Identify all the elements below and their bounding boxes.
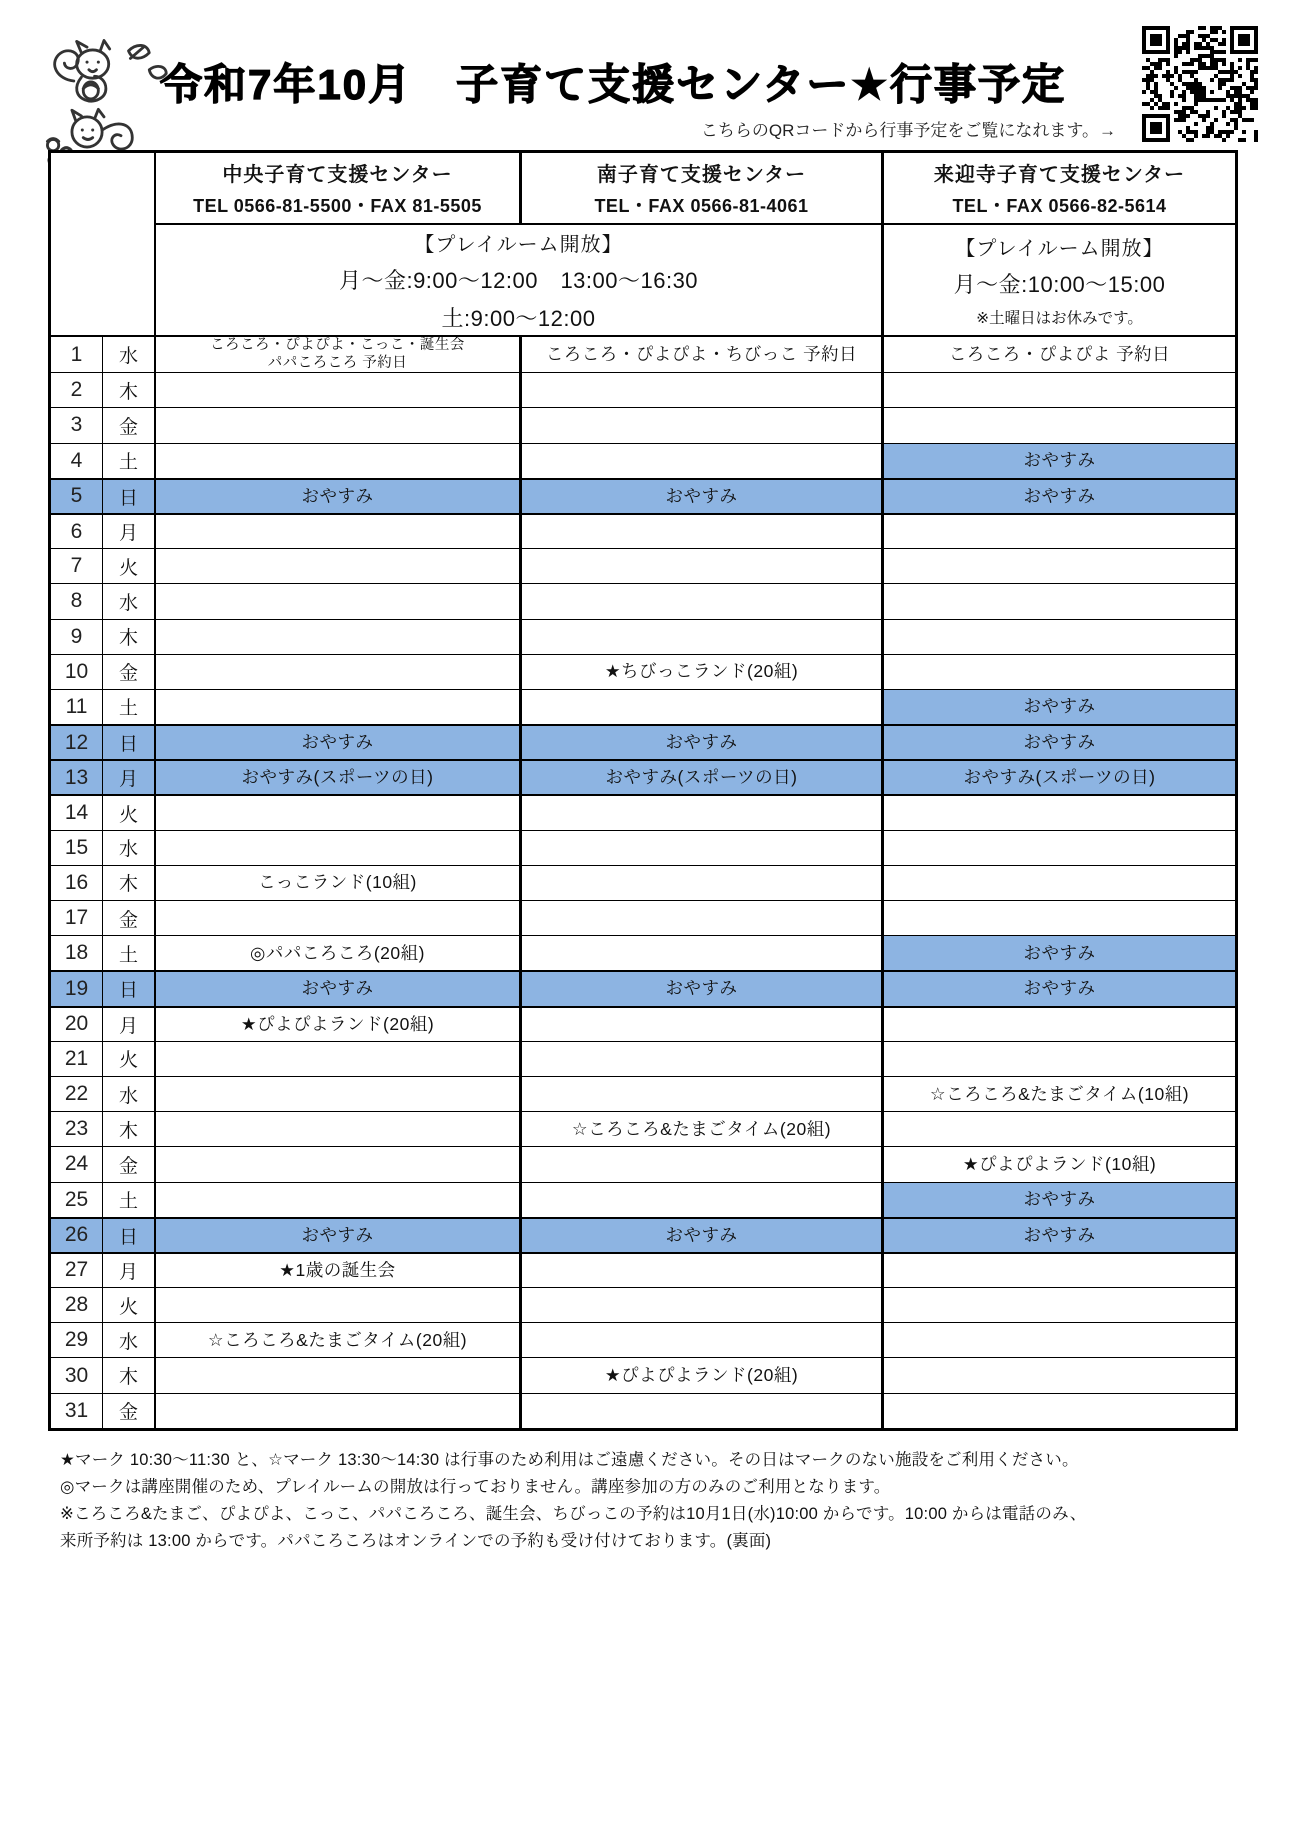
playroom-heading: 【プレイルーム開放】 <box>414 233 623 256</box>
calendar-row-9 <box>51 619 1235 654</box>
event-cell-south <box>522 408 884 442</box>
playroom-weekday-hours: 月〜金:9:00〜12:00 13:00〜16:30 <box>338 267 699 293</box>
day-of-week-cell: 月 <box>103 1008 156 1041</box>
event-text: おやすみ <box>1023 696 1096 717</box>
calendar-row-27 <box>51 1252 1235 1287</box>
day-number-cell: 23 <box>51 1112 103 1146</box>
event-cell-central <box>156 761 522 794</box>
event-cell-central <box>156 1008 522 1041</box>
day-of-week-cell: 月 <box>103 515 156 548</box>
event-cell-central <box>156 480 522 513</box>
day-number-cell: 29 <box>51 1323 103 1357</box>
event-cell-south <box>522 901 884 935</box>
event-cell-raikoji <box>884 1008 1235 1041</box>
playroom-hours-raikoji <box>884 225 1235 337</box>
event-cell-south <box>522 1008 884 1041</box>
event-text: ★ぴよぴよランド(10組) <box>962 1153 1157 1174</box>
day-of-week-cell: 木 <box>103 1358 156 1392</box>
center-tel: TEL 0566-81-5500・FAX 81-5505 <box>193 196 482 216</box>
day-number-cell: 16 <box>51 866 103 900</box>
day-of-week-cell: 火 <box>103 1288 156 1322</box>
event-cell-south <box>522 690 884 724</box>
event-text: おやすみ(スポーツの日) <box>241 767 434 788</box>
event-cell-raikoji <box>884 901 1235 935</box>
day-of-week-cell: 木 <box>103 1112 156 1146</box>
center-name: 南子育て支援センター <box>596 164 807 186</box>
event-cell-central <box>156 373 522 407</box>
calendar-row-11 <box>51 689 1235 724</box>
day-of-week-cell: 水 <box>103 1077 156 1111</box>
event-cell-south <box>522 515 884 548</box>
event-cell-raikoji <box>884 337 1235 372</box>
calendar-row-17 <box>51 900 1235 935</box>
calendar-row-3 <box>51 407 1235 442</box>
event-cell-south <box>522 831 884 865</box>
event-text: おやすみ <box>1023 485 1096 506</box>
event-text: おやすみ <box>1023 978 1096 999</box>
event-cell-south <box>522 1394 884 1428</box>
day-of-week-cell: 火 <box>103 1042 156 1076</box>
day-of-week-cell: 火 <box>103 796 156 829</box>
day-number-cell: 28 <box>51 1288 103 1322</box>
event-cell-central <box>156 1077 522 1111</box>
event-cell-central <box>156 620 522 654</box>
day-number-cell: 12 <box>51 726 103 759</box>
event-cell-central <box>156 584 522 618</box>
table-header <box>51 153 1235 337</box>
day-number-cell: 19 <box>51 972 103 1005</box>
event-cell-central <box>156 444 522 478</box>
event-cell-raikoji <box>884 1112 1235 1146</box>
event-cell-south <box>522 480 884 513</box>
calendar-row-18 <box>51 935 1235 970</box>
calendar-row-20 <box>51 1006 1235 1041</box>
event-text: おやすみ(スポーツの日) <box>963 767 1156 788</box>
qr-caption: こちらのQRコードから行事予定をご覧になれます。→ <box>700 121 1116 140</box>
event-cell-central <box>156 1183 522 1217</box>
event-cell-raikoji <box>884 584 1235 618</box>
event-cell-raikoji <box>884 480 1235 513</box>
event-cell-central <box>156 337 522 372</box>
schedule-table <box>48 150 1238 1431</box>
day-number-cell: 21 <box>51 1042 103 1076</box>
calendar-row-2 <box>51 372 1235 407</box>
day-number-cell: 1 <box>51 337 103 372</box>
event-cell-south <box>522 726 884 759</box>
event-cell-south <box>522 972 884 1005</box>
calendar-row-26 <box>51 1217 1235 1252</box>
day-of-week-cell: 土 <box>103 1183 156 1217</box>
day-number-cell: 18 <box>51 936 103 970</box>
calendar-row-8 <box>51 583 1235 618</box>
day-of-week-cell: 日 <box>103 972 156 1005</box>
event-text: おやすみ <box>301 978 374 999</box>
day-number-cell: 26 <box>51 1219 103 1252</box>
center-name: 中央子育て支援センター <box>222 164 453 186</box>
event-cell-central <box>156 936 522 970</box>
event-cell-south <box>522 1183 884 1217</box>
calendar-row-15 <box>51 830 1235 865</box>
day-number-cell: 30 <box>51 1358 103 1392</box>
playroom-saturday-note: ※土曜日はお休みです。 <box>976 310 1143 327</box>
event-cell-south <box>522 1077 884 1111</box>
event-text: おやすみ <box>665 485 738 506</box>
event-text: ★ちびっこランド(20組) <box>604 661 799 682</box>
event-text: ★ぴよぴよランド(20組) <box>604 1365 799 1386</box>
event-cell-raikoji <box>884 796 1235 829</box>
event-text: おやすみ <box>665 1224 738 1245</box>
center-header-central <box>156 153 522 225</box>
event-text: おやすみ <box>665 732 738 753</box>
event-cell-raikoji <box>884 1394 1235 1428</box>
event-cell-raikoji <box>884 408 1235 442</box>
playroom-heading: 【プレイルーム開放】 <box>955 238 1164 260</box>
event-cell-central <box>156 866 522 900</box>
notes <box>60 1447 1250 1555</box>
day-number-cell: 31 <box>51 1394 103 1428</box>
event-text: おやすみ <box>301 1224 374 1245</box>
calendar-row-28 <box>51 1287 1235 1322</box>
event-cell-raikoji <box>884 515 1235 548</box>
event-text: こっこランド(10組) <box>258 872 417 893</box>
day-number-cell: 24 <box>51 1147 103 1181</box>
event-cell-raikoji <box>884 1077 1235 1111</box>
event-cell-raikoji <box>884 1323 1235 1357</box>
calendar-row-4 <box>51 443 1235 478</box>
day-of-week-cell: 日 <box>103 1219 156 1252</box>
qr-code <box>1138 22 1262 146</box>
event-cell-south <box>522 1358 884 1392</box>
event-cell-south <box>522 1112 884 1146</box>
event-cell-south <box>522 444 884 478</box>
day-number-cell: 11 <box>51 690 103 724</box>
calendar-row-16 <box>51 865 1235 900</box>
event-cell-south <box>522 1288 884 1322</box>
day-number-cell: 3 <box>51 408 103 442</box>
calendar-row-1 <box>51 337 1235 372</box>
event-cell-raikoji <box>884 1042 1235 1076</box>
event-cell-raikoji <box>884 690 1235 724</box>
event-text: おやすみ <box>1023 450 1096 471</box>
day-of-week-cell: 木 <box>103 373 156 407</box>
calendar-row-7 <box>51 548 1235 583</box>
event-cell-central <box>156 901 522 935</box>
calendar-row-24 <box>51 1146 1235 1181</box>
day-number-cell: 22 <box>51 1077 103 1111</box>
calendar-row-13 <box>51 759 1235 794</box>
event-cell-raikoji <box>884 444 1235 478</box>
squirrel-mascot-illustration <box>38 32 170 164</box>
calendar-row-21 <box>51 1041 1235 1076</box>
event-cell-central <box>156 408 522 442</box>
day-of-week-cell: 日 <box>103 480 156 513</box>
event-text: ◎パパころころ(20組) <box>250 942 425 963</box>
event-cell-central <box>156 1358 522 1392</box>
day-number-cell: 6 <box>51 515 103 548</box>
day-of-week-cell: 日 <box>103 726 156 759</box>
event-cell-raikoji <box>884 1254 1235 1287</box>
event-cell-raikoji <box>884 972 1235 1005</box>
calendar-row-19 <box>51 970 1235 1005</box>
event-text: ころころ・ぴよぴよ・ちびっこ 予約日 <box>545 344 858 365</box>
day-number-cell: 27 <box>51 1254 103 1287</box>
event-text: ★ぴよぴよランド(20組) <box>240 1013 435 1034</box>
event-cell-central <box>156 1147 522 1181</box>
event-cell-south <box>522 373 884 407</box>
calendar-row-5 <box>51 478 1235 513</box>
event-text: ★1歳の誕生会 <box>279 1259 396 1280</box>
event-cell-south <box>522 1042 884 1076</box>
note-line: ◎マークは講座開催のため、プレイルームの開放は行っておりません。講座参加の方のみのご利用となります。 <box>60 1478 891 1497</box>
event-cell-central <box>156 549 522 583</box>
event-text: おやすみ <box>301 485 374 506</box>
event-cell-raikoji <box>884 1358 1235 1392</box>
day-of-week-cell: 月 <box>103 1254 156 1287</box>
event-cell-south <box>522 549 884 583</box>
day-of-week-cell: 木 <box>103 620 156 654</box>
event-cell-south <box>522 620 884 654</box>
event-cell-raikoji <box>884 1219 1235 1252</box>
event-cell-south <box>522 584 884 618</box>
playroom-weekday-hours: 月〜金:10:00〜15:00 <box>953 272 1166 297</box>
event-cell-raikoji <box>884 1147 1235 1181</box>
calendar-row-6 <box>51 513 1235 548</box>
event-cell-raikoji <box>884 373 1235 407</box>
event-cell-south <box>522 761 884 794</box>
day-number-cell: 10 <box>51 655 103 689</box>
day-number-cell: 8 <box>51 584 103 618</box>
day-of-week-cell: 火 <box>103 549 156 583</box>
event-cell-central <box>156 831 522 865</box>
center-name: 来迎寺子育て支援センター <box>933 164 1186 186</box>
event-cell-south <box>522 1219 884 1252</box>
event-cell-south <box>522 655 884 689</box>
event-text: おやすみ <box>301 732 374 753</box>
event-cell-central <box>156 1288 522 1322</box>
calendar-row-14 <box>51 794 1235 829</box>
event-cell-raikoji <box>884 936 1235 970</box>
event-cell-central <box>156 972 522 1005</box>
event-text: おやすみ(スポーツの日) <box>605 767 798 788</box>
day-number-cell: 7 <box>51 549 103 583</box>
event-cell-central <box>156 690 522 724</box>
calendar-row-10 <box>51 654 1235 689</box>
corner-cell <box>51 153 156 337</box>
event-cell-central <box>156 1219 522 1252</box>
day-number-cell: 14 <box>51 796 103 829</box>
day-of-week-cell: 水 <box>103 831 156 865</box>
event-cell-central <box>156 655 522 689</box>
event-cell-central <box>156 726 522 759</box>
event-cell-central <box>156 796 522 829</box>
note-line: ★マーク 10:30〜11:30 と、☆マーク 13:30〜14:30 は行事のため利用はご遠慮ください。その日はマークのない施設をご利用ください。 <box>60 1451 1079 1469</box>
note-line: 来所予約は 13:00 からです。パパころころはオンラインでの予約も受け付けております。(裏面) <box>60 1532 772 1551</box>
event-cell-raikoji <box>884 831 1235 865</box>
event-cell-raikoji <box>884 549 1235 583</box>
event-cell-south <box>522 1147 884 1181</box>
day-of-week-cell: 金 <box>103 408 156 442</box>
event-text: ☆ころころ&たまごタイム(10組) <box>929 1083 1190 1104</box>
day-of-week-cell: 土 <box>103 690 156 724</box>
event-cell-central <box>156 1323 522 1357</box>
event-text: おやすみ <box>665 978 738 999</box>
day-number-cell: 25 <box>51 1183 103 1217</box>
center-tel: TEL・FAX 0566-82-5614 <box>952 196 1167 216</box>
note-line: ※ころころ&たまご、ぴよぴよ、こっこ、パパころころ、誕生会、ちびっこの予約は10月1日(水)10:00 からです。10:00 からは電話のみ、 <box>60 1505 1087 1524</box>
event-text: おやすみ <box>1023 1224 1096 1245</box>
event-cell-south <box>522 1254 884 1287</box>
calendar-row-31 <box>51 1393 1235 1428</box>
day-number-cell: 2 <box>51 373 103 407</box>
event-cell-central <box>156 1394 522 1428</box>
day-number-cell: 17 <box>51 901 103 935</box>
playroom-hours-central-south <box>156 225 884 337</box>
event-cell-south <box>522 866 884 900</box>
center-tel: TEL・FAX 0566-81-4061 <box>594 196 809 216</box>
event-cell-raikoji <box>884 726 1235 759</box>
day-of-week-cell: 月 <box>103 761 156 794</box>
event-cell-south <box>522 936 884 970</box>
event-text: ころころ・ぴよぴよ 予約日 <box>948 344 1171 365</box>
event-text: パパころころ 予約日 <box>267 354 408 371</box>
event-text: おやすみ <box>1023 1189 1096 1210</box>
day-of-week-cell: 水 <box>103 337 156 372</box>
day-number-cell: 4 <box>51 444 103 478</box>
page-title: 令和7年10月 子育て支援センター★行事予定 <box>160 61 1067 108</box>
event-cell-south <box>522 796 884 829</box>
day-of-week-cell: 水 <box>103 1323 156 1357</box>
event-cell-raikoji <box>884 1183 1235 1217</box>
day-of-week-cell: 金 <box>103 1147 156 1181</box>
day-of-week-cell: 金 <box>103 1394 156 1428</box>
day-of-week-cell: 土 <box>103 444 156 478</box>
calendar-row-12 <box>51 724 1235 759</box>
day-of-week-cell: 木 <box>103 866 156 900</box>
center-header-south <box>522 153 884 225</box>
event-cell-central <box>156 1112 522 1146</box>
day-number-cell: 5 <box>51 480 103 513</box>
event-cell-raikoji <box>884 1288 1235 1322</box>
event-cell-raikoji <box>884 655 1235 689</box>
day-number-cell: 9 <box>51 620 103 654</box>
day-of-week-cell: 金 <box>103 901 156 935</box>
day-number-cell: 20 <box>51 1008 103 1041</box>
calendar-row-30 <box>51 1357 1235 1392</box>
event-cell-raikoji <box>884 761 1235 794</box>
event-cell-raikoji <box>884 866 1235 900</box>
day-of-week-cell: 水 <box>103 584 156 618</box>
event-cell-raikoji <box>884 620 1235 654</box>
day-number-cell: 15 <box>51 831 103 865</box>
event-text: ☆ころころ&たまごタイム(20組) <box>207 1329 468 1350</box>
event-text: おやすみ <box>1023 732 1096 753</box>
center-header-raikoji <box>884 153 1235 225</box>
event-cell-central <box>156 515 522 548</box>
event-text: おやすみ <box>1023 942 1096 963</box>
day-of-week-cell: 金 <box>103 655 156 689</box>
event-text: ころころ・ぴよぴよ・こっこ・誕生会 <box>210 337 465 354</box>
calendar-row-23 <box>51 1111 1235 1146</box>
day-of-week-cell: 土 <box>103 936 156 970</box>
playroom-saturday-hours: 土:9:00〜12:00 <box>441 305 596 331</box>
event-cell-south <box>522 337 884 372</box>
calendar-row-22 <box>51 1076 1235 1111</box>
calendar-body <box>51 337 1235 1428</box>
event-cell-central <box>156 1042 522 1076</box>
calendar-row-25 <box>51 1182 1235 1217</box>
calendar-row-29 <box>51 1322 1235 1357</box>
event-text: ☆ころころ&たまごタイム(20組) <box>571 1118 832 1139</box>
event-cell-south <box>522 1323 884 1357</box>
event-cell-central <box>156 1254 522 1287</box>
day-number-cell: 13 <box>51 761 103 794</box>
